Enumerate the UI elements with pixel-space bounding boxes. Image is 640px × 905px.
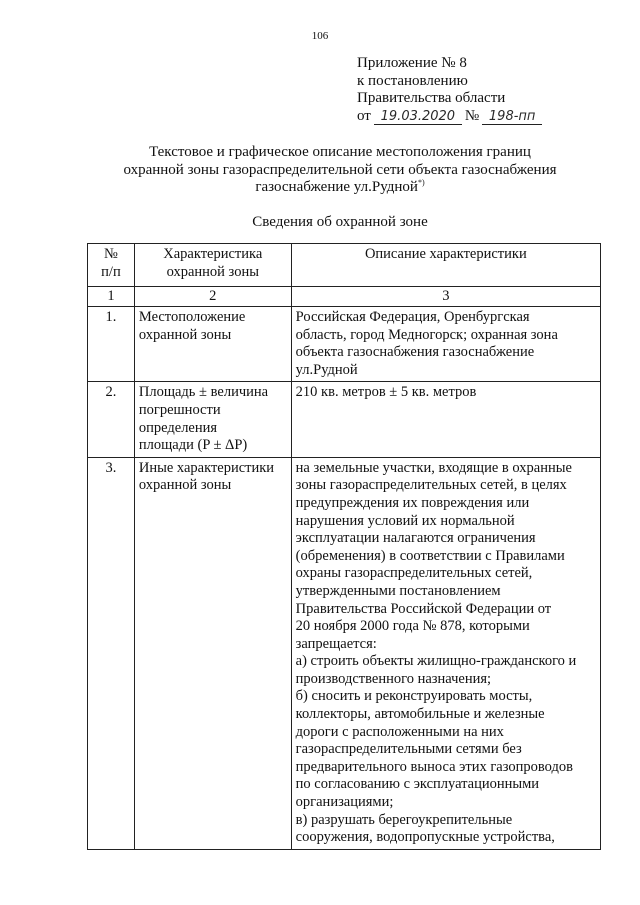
title-line-2: охранной зоны газораспределительной сети объекта газоснабжения bbox=[123, 161, 557, 178]
header-num-line-1: № bbox=[104, 246, 118, 262]
table-header-row bbox=[88, 244, 601, 287]
characteristic-line: площади (P ± ΔP) bbox=[138, 437, 248, 454]
header-description: Описание характеристики bbox=[291, 244, 600, 287]
table-row bbox=[88, 382, 601, 457]
table-body bbox=[88, 307, 601, 850]
appendix-block bbox=[357, 55, 545, 125]
handwritten-number: 198-пп bbox=[482, 110, 542, 125]
characteristic-line: Иные характеристики bbox=[138, 459, 275, 476]
table-numbering-row bbox=[88, 287, 601, 307]
description-line: Российская Федерация, Оренбургская bbox=[295, 309, 530, 325]
description-line: утвержденными постановлением bbox=[295, 582, 501, 599]
page-number: 106 bbox=[311, 30, 329, 42]
zone-table bbox=[87, 243, 601, 850]
description-line: производственного назначения; bbox=[295, 670, 492, 687]
row-number: 3. bbox=[88, 457, 135, 849]
numbering-cell-2: 2 bbox=[134, 287, 291, 307]
description-line: сооружения, водопропускные устройства, bbox=[295, 829, 555, 846]
appendix-line-3: Правительства области bbox=[357, 90, 506, 106]
appendix-line-1: Приложение № 8 bbox=[357, 55, 467, 71]
description-line: охраны газораспределительных сетей, bbox=[295, 565, 533, 582]
characteristic-line: определения bbox=[138, 419, 218, 436]
description-line: предупреждения их повреждения или bbox=[295, 494, 530, 511]
description-line: организациями; bbox=[295, 794, 394, 811]
description-line: а) строить объекты жилищно-гражданского и bbox=[295, 653, 577, 670]
description-line: нарушения условий их нормальной bbox=[295, 512, 515, 529]
characteristic-line: Местоположение bbox=[138, 309, 246, 325]
description-line: на земельные участки, входящие в охранные bbox=[295, 459, 572, 476]
footnote-mark: *) bbox=[417, 178, 425, 187]
description-line: (обременения) в соответствии с Правилами bbox=[295, 547, 565, 564]
description-line: газораспределительными сетями без bbox=[295, 741, 522, 758]
header-characteristic bbox=[134, 244, 291, 287]
row-characteristic bbox=[134, 382, 291, 457]
description-line: запрещается: bbox=[295, 635, 377, 652]
row-number: 1. bbox=[88, 307, 135, 382]
description-line: предварительного выноса этих газопроводов bbox=[295, 758, 573, 775]
from-label: от bbox=[357, 107, 371, 124]
appendix-line-2: к постановлению bbox=[357, 72, 468, 89]
header-num bbox=[88, 244, 135, 287]
description-line: коллекторы, автомобильные и железные bbox=[295, 706, 545, 723]
description-line: б) сносить и реконструировать мосты, bbox=[295, 688, 533, 705]
description-line: 210 кв. метров ± 5 кв. метров bbox=[295, 384, 477, 401]
description-line: Правительства Российской Федерации от bbox=[295, 600, 552, 617]
row-description bbox=[291, 307, 600, 382]
appendix-sign-line bbox=[357, 108, 545, 126]
document-title bbox=[90, 144, 590, 197]
numbering-cell-3: 3 bbox=[291, 287, 600, 307]
characteristic-line: охранной зоны bbox=[138, 477, 232, 494]
description-line: зоны газораспределительных сетей, в целях bbox=[295, 477, 567, 494]
description-line: 20 ноября 2000 года № 878, которыми bbox=[295, 618, 530, 635]
row-characteristic bbox=[134, 457, 291, 849]
description-line: эксплуатации налагаются ограничения bbox=[295, 530, 536, 547]
row-number: 2. bbox=[88, 382, 135, 457]
row-description bbox=[291, 382, 600, 457]
description-line: по согласованию с эксплуатационными bbox=[295, 776, 540, 793]
header-characteristic-line-1: Характеристика bbox=[163, 246, 263, 262]
number-label: № bbox=[464, 107, 480, 124]
row-description bbox=[291, 457, 600, 849]
row-characteristic bbox=[134, 307, 291, 382]
title-line-3 bbox=[90, 179, 590, 197]
section-subtitle: Сведения об охранной зоне bbox=[252, 214, 428, 230]
characteristic-line: Площадь ± величина bbox=[138, 384, 269, 401]
description-line: ул.Рудной bbox=[295, 361, 358, 378]
table-row bbox=[88, 457, 601, 849]
title-line-3-text: газоснабжение ул.Рудной bbox=[255, 179, 418, 195]
table-row bbox=[88, 307, 601, 382]
characteristic-line: охранной зоны bbox=[138, 326, 232, 343]
handwritten-date: 19.03.2020 bbox=[374, 110, 462, 125]
description-line: в) разрушать берегоукрепительные bbox=[295, 811, 513, 828]
description-line: дороги с расположенными на них bbox=[295, 723, 504, 740]
numbering-cell-1: 1 bbox=[88, 287, 135, 307]
description-line: область, город Медногорск; охранная зона bbox=[295, 326, 558, 343]
header-characteristic-line-2: охранной зоны bbox=[166, 263, 259, 280]
description-line: объекта газоснабжения газоснабжение bbox=[295, 344, 535, 361]
header-num-line-2: п/п bbox=[101, 263, 121, 280]
characteristic-line: погрешности bbox=[138, 401, 221, 418]
title-line-1: Текстовое и графическое описание местоположения границ bbox=[149, 144, 531, 160]
